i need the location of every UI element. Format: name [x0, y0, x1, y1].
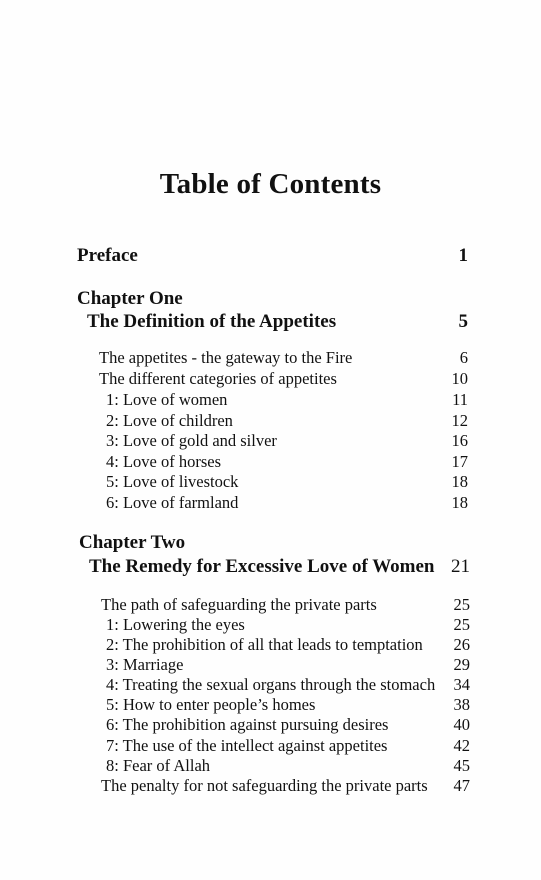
toc-entry-label: 2: The prohibition of all that leads to temptation — [106, 635, 423, 654]
toc-page-number: 16 — [451, 431, 468, 450]
toc-entry — [106, 493, 468, 513]
toc-entry — [101, 776, 470, 796]
toc-page-number: 25 — [453, 595, 470, 614]
page-title: Table of Contents — [159, 168, 382, 200]
toc-entry — [106, 431, 468, 451]
chapter-one-heading: Chapter One — [77, 288, 183, 309]
toc-page-number: 34 — [453, 675, 470, 694]
toc-page-number: 11 — [452, 390, 468, 409]
toc-entry — [106, 715, 470, 735]
chapter-one-title-row — [87, 311, 468, 335]
toc-entry-label: 1: Love of women — [106, 390, 228, 409]
chapter-two-heading: Chapter Two — [79, 532, 186, 553]
toc-entry-label: 6: The prohibition against pursuing desires — [106, 715, 389, 734]
chapter-title: The Definition of the Appetites — [87, 311, 337, 332]
toc-entry — [106, 675, 470, 695]
toc-entry — [99, 369, 468, 389]
toc-entry-preface — [77, 245, 468, 269]
toc-entry — [106, 655, 470, 675]
toc-entry — [106, 736, 470, 756]
toc-page-number: 25 — [453, 615, 470, 634]
toc-entry-label: 8: Fear of Allah — [106, 756, 211, 775]
toc-entry-label: 6: Love of farmland — [106, 493, 239, 512]
toc-entry — [106, 615, 470, 635]
toc-entry — [99, 348, 468, 368]
toc-page-number: 42 — [453, 736, 470, 755]
toc-entry-label: 3: Marriage — [106, 655, 184, 674]
toc-entry-label: 4: Treating the sexual organs through the stomach — [106, 675, 436, 694]
toc-page-number: 12 — [451, 411, 468, 430]
toc-page-number: 1 — [458, 245, 468, 266]
toc-entry-label: 4: Love of horses — [106, 452, 222, 471]
toc-entry-label: The appetites - the gateway to the Fire — [99, 348, 353, 367]
toc-page-number: 21 — [451, 556, 470, 577]
toc-page-number: 17 — [451, 452, 468, 471]
toc-entry — [101, 595, 470, 615]
toc-page-number: 40 — [453, 715, 470, 734]
toc-page-number: 18 — [451, 472, 468, 491]
toc-entry-label: Preface — [77, 245, 138, 266]
toc-entry-label: 2: Love of children — [106, 411, 233, 430]
toc-entry-label: 5: How to enter people’s homes — [106, 695, 316, 714]
toc-page-number: 10 — [451, 369, 468, 388]
toc-entry-label: The different categories of appetites — [99, 369, 337, 388]
chapter-title: The Remedy for Excessive Love of Women — [89, 556, 435, 577]
toc-entry — [106, 452, 468, 472]
toc-entry — [106, 472, 468, 492]
toc-entry — [106, 695, 470, 715]
toc-entry — [106, 756, 470, 776]
toc-page-number: 47 — [453, 776, 470, 795]
toc-entry-label: 7: The use of the intellect against appetites — [106, 736, 388, 755]
toc-entry — [106, 390, 468, 410]
toc-entry-label: 1: Lowering the eyes — [106, 615, 245, 634]
toc-page-number: 26 — [453, 635, 470, 654]
toc-page-number: 6 — [459, 348, 468, 367]
chapter-two-title-row — [89, 556, 470, 580]
toc-entry-label: The path of safeguarding the private parts — [101, 595, 377, 614]
toc-entry-label: The penalty for not safeguarding the private parts — [101, 776, 428, 795]
toc-entry-label: 5: Love of livestock — [106, 472, 239, 491]
toc-entry — [106, 635, 470, 655]
toc-entry — [106, 411, 468, 431]
toc-page-number: 5 — [458, 311, 468, 332]
toc-page-number: 45 — [453, 756, 470, 775]
toc-entry-label: 3: Love of gold and silver — [106, 431, 277, 450]
toc-page-number: 29 — [453, 655, 470, 674]
toc-page-number: 38 — [453, 695, 470, 714]
toc-page-number: 18 — [451, 493, 468, 512]
